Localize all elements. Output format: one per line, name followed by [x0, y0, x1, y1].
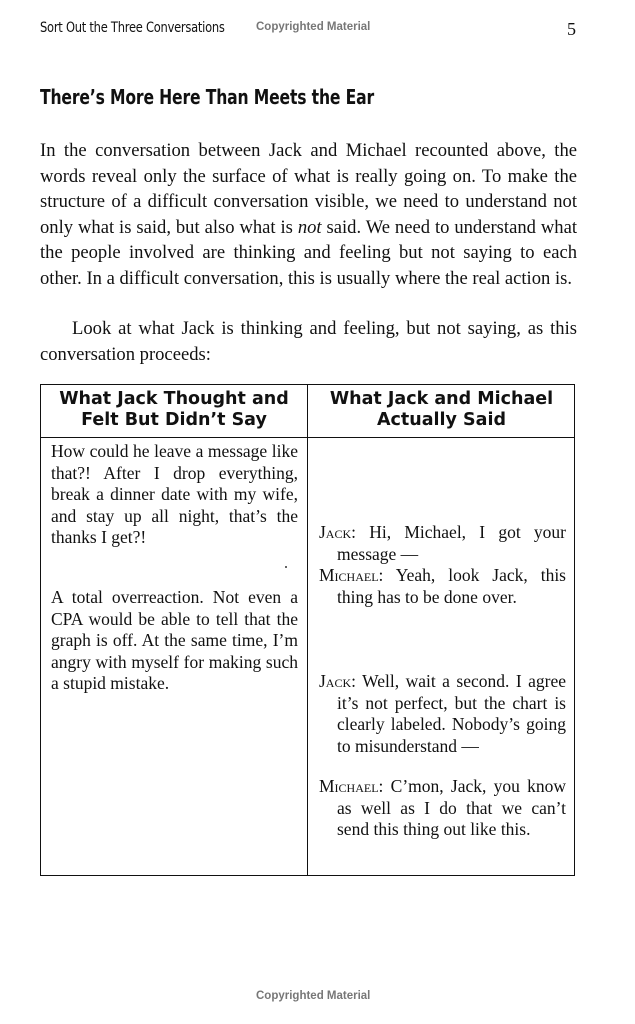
emphasis-text: not: [297, 216, 322, 238]
jack-thought-2: A total overreaction. Not even a CPA would be able to tell that the graph is off. At the same time, I’m angry with myself for making such a stupid mistake.: [51, 587, 298, 693]
dialogue-line-4: [319, 776, 566, 841]
speaker-label: Michael:: [319, 776, 384, 796]
running-header: Sort Out the Three Conversations: [40, 20, 225, 36]
dialogue-text: Yeah, look Jack, this thing has to be done over.: [337, 565, 566, 607]
paragraph-text: In the conversation between Jack and Michael recounted above, the words reveal only the surface of what is really going on. To make the structure of a difficult conversation visible, we need to understand not only what is said, but also what is: [40, 140, 577, 238]
conversation-table: [40, 384, 575, 876]
page-number: 5: [567, 19, 576, 39]
dialogue-text: C’mon, Jack, you know as well as I do that we can’t send this thing out like this.: [337, 776, 566, 839]
dialogue-line-2: [319, 565, 566, 608]
section-heading: There’s More Here Than Meets the Ear: [40, 85, 375, 109]
body-paragraph-2: Look at what Jack is thinking and feeling, but not saying, as this conversation proceeds:: [40, 318, 577, 365]
speaker-label: Michael:: [319, 565, 384, 585]
dialogue-text: Well, wait a second. I agree it’s not perfect, but the chart is clearly labeled. Nobody’s going to misunderstand —: [337, 671, 566, 756]
copyright-watermark-bottom: Copyrighted Material: [256, 990, 371, 1002]
speaker-label: Jack:: [319, 522, 357, 542]
dialogue-text: Hi, Michael, I got your message —: [337, 522, 567, 564]
dialogue-line-1: [319, 522, 566, 565]
copyright-watermark-top: Copyrighted Material: [256, 21, 371, 33]
column-divider: [307, 385, 308, 875]
thoughts-column-header: What Jack Thought and Felt But Didn’t Say: [59, 389, 289, 430]
dialogue-column-header: What Jack and Michael Actually Said: [329, 389, 554, 430]
paragraph-text: said. We need to understand what the people involved are thinking and feeling but not saying to each other. In a difficult conversation, this is usually where the real action is.: [40, 216, 577, 289]
jack-thought-1: How could he leave a message like that?! After I drop everything, break a dinner date with my wife, and stay up all night, that’s the thanks I get?!: [51, 441, 298, 547]
dialogue-line-3: [319, 671, 566, 757]
print-speck: [285, 566, 287, 568]
speaker-label: Jack:: [319, 671, 357, 691]
header-divider: [41, 437, 574, 438]
body-paragraph-1: [40, 138, 577, 292]
